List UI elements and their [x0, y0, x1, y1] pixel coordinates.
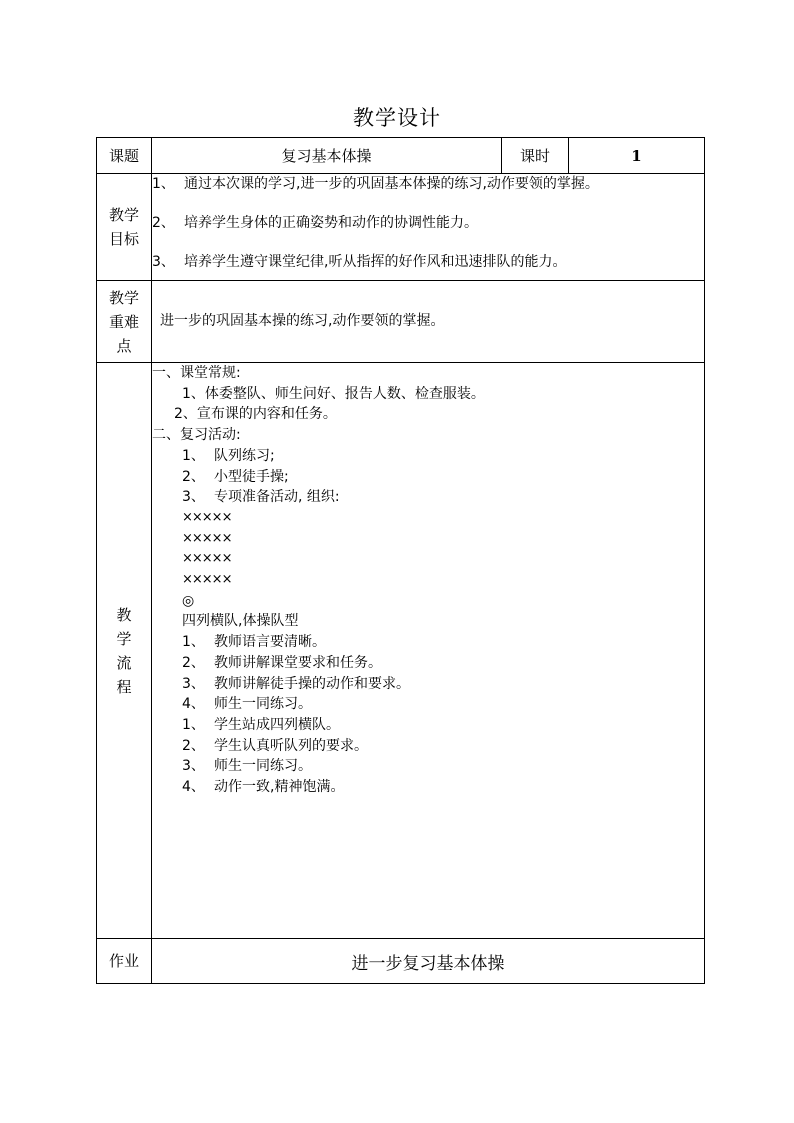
- teacher-step: [152, 674, 704, 695]
- activity-item: [152, 487, 704, 508]
- student-step: [152, 777, 704, 798]
- key-label-line2: 重难: [108, 312, 139, 331]
- step-text: 师生一同练习。: [214, 758, 312, 775]
- student-step: [152, 715, 704, 736]
- activity-number: 1、: [182, 447, 205, 464]
- teacher-step: [152, 632, 704, 653]
- goals-content: [152, 174, 705, 281]
- step-number: 2、: [182, 654, 205, 671]
- formation-row: ×××××: [182, 509, 232, 525]
- activity-text: 小型徒手操;: [214, 468, 289, 485]
- activity-number: 2、: [182, 468, 205, 485]
- key-label-line3: 点: [116, 336, 132, 355]
- homework-label: 作业: [97, 939, 152, 984]
- topic-label: 课题: [97, 138, 152, 174]
- flow-row: [97, 363, 705, 939]
- step-text: 师生一同练习。: [214, 696, 312, 713]
- key-points-row: [97, 281, 705, 363]
- hours-label: 课时: [502, 138, 569, 174]
- homework-value: 进一步复习基本体操: [152, 939, 705, 984]
- goals-row: [97, 174, 705, 281]
- step-number: 3、: [182, 758, 205, 775]
- step-text: 教师语言要清晰。: [214, 634, 326, 651]
- step-number: 1、: [182, 716, 205, 733]
- activity-item: [152, 446, 704, 467]
- step-number: 3、: [182, 675, 205, 692]
- goal-text: 培养学生身体的正确姿势和动作的协调性能力。: [184, 215, 478, 231]
- step-number: 1、: [182, 634, 205, 651]
- goals-label-line2: 目标: [108, 230, 139, 248]
- goal-text: 培养学生遵守课堂纪律,听从指挥的好作风和迅速排队的能力。: [184, 254, 567, 270]
- flow-label-char: 学: [116, 629, 132, 648]
- topic-value: 复习基本体操: [152, 138, 502, 174]
- lesson-plan-table: [96, 137, 705, 984]
- step-number: 4、: [182, 696, 205, 713]
- flow-label-char: 流: [116, 653, 132, 672]
- key-label-line1: 教学: [108, 288, 139, 307]
- section-heading: 二、复习活动:: [152, 427, 241, 444]
- routine-item: 1、体委整队、师生问好、报告人数、检查服装。: [182, 385, 485, 402]
- activity-item: [152, 467, 704, 488]
- goal-item: [152, 252, 704, 272]
- step-number: 2、: [182, 737, 205, 754]
- activity-text: 专项准备活动, 组织:: [214, 489, 340, 506]
- goals-label: [97, 174, 152, 281]
- formation-row: ×××××: [182, 551, 232, 567]
- goal-number: 2、: [152, 215, 175, 231]
- topic-row: [97, 138, 705, 174]
- flow-label-char: 程: [116, 677, 132, 696]
- goal-item: [152, 174, 704, 194]
- key-points-label: [97, 281, 152, 363]
- goal-item: [152, 213, 704, 233]
- flow-label: [97, 363, 152, 939]
- goals-label-line1: 教学: [108, 206, 139, 224]
- student-step: [152, 756, 704, 777]
- formation-row: ×××××: [182, 572, 232, 588]
- flow-content: [152, 363, 705, 939]
- goal-number: 3、: [152, 254, 175, 270]
- teacher-step: [152, 653, 704, 674]
- homework-row: [97, 939, 705, 984]
- step-text: 教师讲解徒手操的动作和要求。: [214, 675, 410, 692]
- step-text: 教师讲解课堂要求和任务。: [214, 654, 382, 671]
- activity-text: 队列练习;: [214, 447, 275, 464]
- student-step: [152, 736, 704, 757]
- key-points-content: [152, 281, 705, 363]
- step-text: 动作一致,精神饱满。: [214, 779, 345, 796]
- step-text: 学生认真听队列的要求。: [214, 737, 368, 754]
- document-title: 教学设计: [353, 106, 441, 130]
- step-text: 学生站成四列横队。: [214, 716, 340, 733]
- hours-value: 1: [569, 138, 705, 174]
- section-heading: 一、课堂常规:: [152, 365, 241, 381]
- formation-caption: 四列横队,体操队型: [182, 613, 299, 630]
- formation-row: ×××××: [182, 530, 232, 546]
- key-points-text: 进一步的巩固基本操的练习,动作要领的掌握。: [160, 313, 445, 330]
- step-number: 4、: [182, 779, 205, 796]
- teacher-position-icon: ◎: [182, 592, 195, 609]
- teacher-step: [152, 694, 704, 715]
- routine-item: 2、宣布课的内容和任务。: [174, 406, 337, 423]
- activity-number: 3、: [182, 489, 205, 506]
- goal-number: 1、: [152, 176, 175, 192]
- flow-label-char: 教: [116, 605, 132, 624]
- goal-text: 通过本次课的学习,进一步的巩固基本体操的练习,动作要领的掌握。: [184, 176, 599, 192]
